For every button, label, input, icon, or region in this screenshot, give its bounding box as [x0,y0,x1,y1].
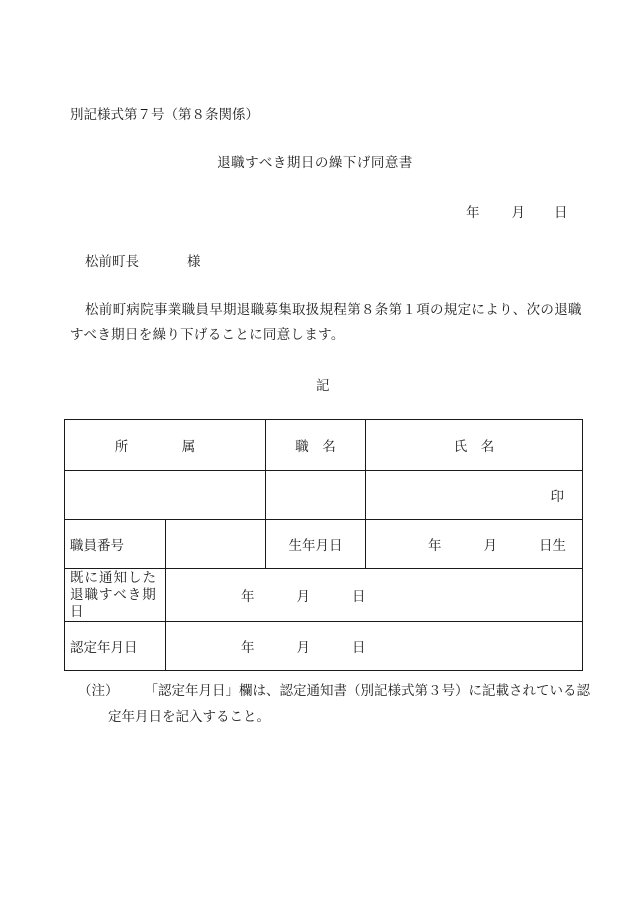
notified-date-label: 既に通知した退職すべき期日 [65,569,166,622]
employee-number-cell[interactable] [166,520,266,569]
seal-mark: 印 [550,489,564,505]
table-employee-row [65,520,583,569]
note-label: （注） [78,683,119,699]
addressee [85,250,201,270]
form-number: 別記様式第７号（第８条関係） [70,107,259,123]
notified-date-cell[interactable]: 年 月 日 [166,569,583,622]
approval-date-label: 認定年月日 [65,622,166,671]
approval-date-cell[interactable]: 年 月 日 [166,622,583,671]
employee-number-label: 職員番号 [65,520,166,569]
note-line-1: （注） 「認定年月日」欄は、認定通知書（別記様式第３号）に記載されている認 [78,683,590,699]
position-cell[interactable] [266,471,366,520]
document-title: 退職すべき期日の繰下げ同意書 [217,155,413,171]
date-month: 月 [511,205,525,221]
affiliation-cell[interactable] [65,471,266,520]
birth-date-cell[interactable]: 年 月 日生 [366,520,583,569]
position-header: 職 名 [266,420,366,471]
date-day: 日 [554,205,568,221]
note-line-2: 定年月日を記入すること。 [108,709,270,725]
table-notified-date-row [65,569,583,622]
submission-date [466,201,568,221]
table-entry-row [65,471,583,520]
consent-table [64,419,583,671]
name-header: 氏 名 [366,420,583,471]
addressee-honorific: 様 [187,254,201,270]
date-year: 年 [466,205,480,221]
consent-statement: 松前町病院事業職員早期退職募集取扱規程第８条第１項の規定により、次の退職すべき期日を繰り下げることに同意します。 [70,302,582,343]
name-cell[interactable] [366,471,583,520]
birth-date-label: 生年月日 [266,520,366,569]
table-header-row [65,420,583,471]
ki-heading: 記 [316,378,330,394]
affiliation-header: 所 属 [65,420,266,471]
table-approval-date-row [65,622,583,671]
addressee-name: 松前町長 [85,254,139,270]
